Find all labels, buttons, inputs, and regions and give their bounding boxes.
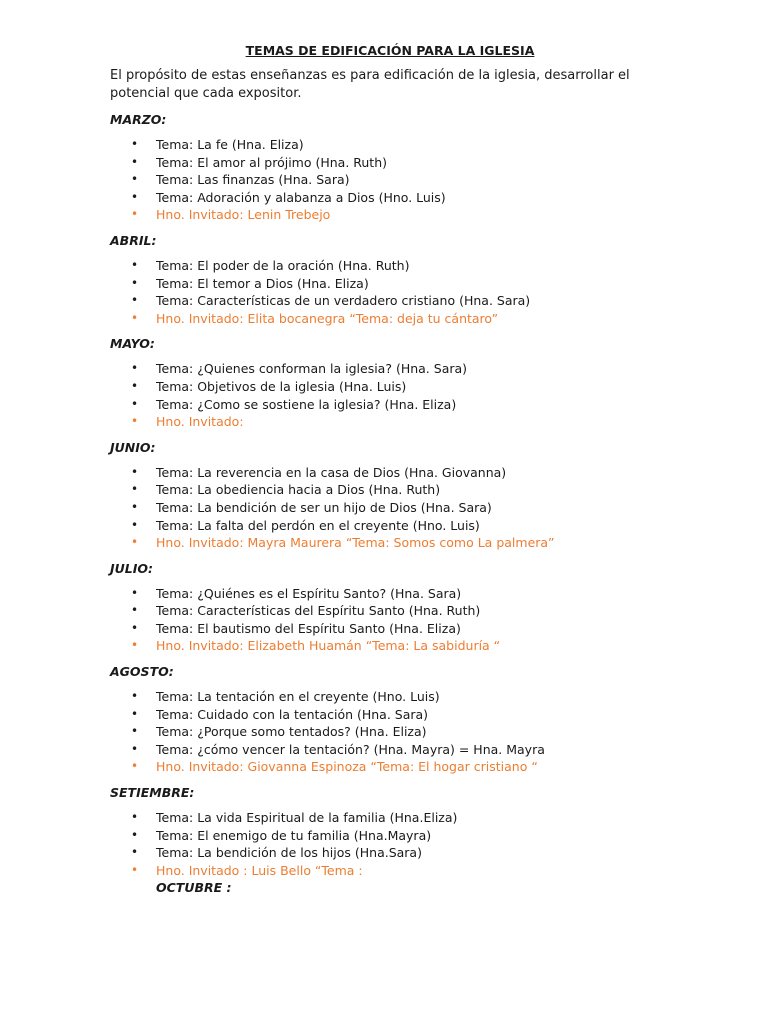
bullet-icon: • <box>131 603 139 618</box>
item-text: Hno. Invitado: Mayra Maurera “Tema: Somos como La palmera” <box>156 535 555 551</box>
topic-item <box>110 257 670 275</box>
item-text: Tema: Características del Espíritu Santo (Hna. Ruth) <box>156 603 481 619</box>
bullet-icon: • <box>131 741 139 756</box>
item-text: Tema: La tentación en el creyente (Hno. Luis) <box>156 689 440 705</box>
topic-item <box>110 602 670 620</box>
topic-item <box>110 517 670 535</box>
item-text: Hno. Invitado: Elita bocanegra “Tema: deja tu cántaro” <box>156 310 499 326</box>
item-text: Tema: Cuidado con la tentación (Hna. Sara) <box>156 706 429 722</box>
item-text: Hno. Invitado: <box>156 414 244 430</box>
month-heading-octubre: OCTUBRE : <box>156 880 232 896</box>
item-text: Tema: El poder de la oración (Hna. Ruth) <box>156 257 410 273</box>
topic-item <box>110 171 670 189</box>
guest-speaker-item <box>110 310 670 328</box>
bullet-icon: • <box>131 414 139 429</box>
bullet-icon: • <box>131 207 139 222</box>
topic-item <box>110 136 670 154</box>
topic-list <box>110 585 670 655</box>
topic-list <box>110 136 670 224</box>
item-text: Tema: Adoración y alabanza a Dios (Hno. Luis) <box>156 189 446 205</box>
bullet-icon: • <box>131 482 139 497</box>
topic-item <box>110 154 670 172</box>
topic-item <box>110 378 670 396</box>
topic-item <box>110 844 670 862</box>
item-text: Hno. Invitado: Elizabeth Huamán “Tema: La sabiduría “ <box>156 638 501 654</box>
topic-item <box>110 396 670 414</box>
item-text: Tema: ¿Porque somo tentados? (Hna. Eliza) <box>156 724 427 740</box>
month-heading: JUNIO: <box>110 439 156 455</box>
topic-list <box>110 360 670 430</box>
item-text: Tema: El amor al prójimo (Hna. Ruth) <box>156 154 388 170</box>
bullet-icon: • <box>131 275 139 290</box>
guest-speaker-item <box>110 206 670 224</box>
topic-list <box>110 464 670 552</box>
item-text: Tema: ¿Como se sostiene la iglesia? (Hna. Eliza) <box>156 396 457 412</box>
bullet-icon: • <box>131 862 139 877</box>
month-sections <box>110 112 670 879</box>
month-heading: MARZO: <box>110 112 167 127</box>
topic-item <box>110 189 670 207</box>
bullet-icon: • <box>131 293 139 308</box>
topic-item <box>110 827 670 845</box>
bullet-icon: • <box>131 535 139 550</box>
bullet-icon: • <box>131 706 139 721</box>
item-text: Tema: El temor a Dios (Hna. Eliza) <box>156 275 369 291</box>
bullet-icon: • <box>131 810 139 825</box>
item-text: Tema: ¿cómo vencer la tentación? (Hna. Mayra) = Hna. Mayra <box>156 741 545 757</box>
bullet-icon: • <box>131 257 139 272</box>
document-page <box>110 36 670 896</box>
item-text: Tema: ¿Quienes conforman la iglesia? (Hna. Sara) <box>156 361 468 377</box>
bullet-icon: • <box>131 689 139 704</box>
topic-list <box>110 809 670 879</box>
month-heading: JULIO: <box>110 560 154 576</box>
bullet-icon: • <box>131 154 139 169</box>
bullet-icon: • <box>131 585 139 600</box>
topic-item <box>110 723 670 741</box>
guest-speaker-item <box>110 534 670 552</box>
topic-item <box>110 360 670 378</box>
item-text: Tema: Objetivos de la iglesia (Hna. Luis) <box>156 378 407 394</box>
bullet-icon: • <box>131 137 139 151</box>
bullet-icon: • <box>131 378 139 393</box>
guest-speaker-item <box>110 862 670 880</box>
item-text: Hno. Invitado : Luis Bello “Tema : <box>156 862 363 878</box>
bullet-icon: • <box>131 464 139 479</box>
intro-paragraph: El propósito de estas enseñanzas es para edificación de la iglesia, desarrollar el potencial que cada expositor. <box>110 68 630 101</box>
item-text: Tema: La obediencia hacia a Dios (Hna. Ruth) <box>156 482 441 498</box>
month-heading: AGOSTO: <box>110 664 174 680</box>
guest-speaker-item <box>110 413 670 431</box>
bullet-icon: • <box>131 172 139 187</box>
item-text: Tema: Las finanzas (Hna. Sara) <box>156 172 350 188</box>
topic-item <box>110 275 670 293</box>
topic-item <box>110 499 670 517</box>
item-text: Tema: ¿Quiénes es el Espíritu Santo? (Hna. Sara) <box>156 585 462 601</box>
bullet-icon: • <box>131 724 139 739</box>
topic-item <box>110 292 670 310</box>
item-text: Tema: La reverencia en la casa de Dios (Hna. Giovanna) <box>156 464 507 480</box>
item-text: Hno. Invitado: Giovanna Espinoza “Tema: El hogar cristiano “ <box>156 759 538 775</box>
topic-item <box>110 809 670 827</box>
bullet-icon: • <box>131 827 139 842</box>
item-text: Tema: Características de un verdadero cristiano (Hna. Sara) <box>156 293 531 309</box>
month-heading: ABRIL: <box>110 232 157 248</box>
topic-item <box>110 464 670 482</box>
bullet-icon: • <box>131 759 139 774</box>
document-title: TEMAS DE EDIFICACIÓN PARA LA IGLESIA <box>245 43 535 58</box>
topic-item <box>110 585 670 603</box>
item-text: Tema: La bendición de los hijos (Hna.Sara) <box>156 845 422 861</box>
topic-item <box>110 481 670 499</box>
topic-item <box>110 706 670 724</box>
bullet-icon: • <box>131 845 139 860</box>
bullet-icon: • <box>131 517 139 532</box>
bullet-icon: • <box>131 396 139 411</box>
topic-item <box>110 620 670 638</box>
item-text: Tema: La falta del perdón en el creyente (Hno. Luis) <box>156 517 480 533</box>
item-text: Tema: El bautismo del Espíritu Santo (Hna. Eliza) <box>156 620 461 636</box>
bullet-icon: • <box>131 310 139 325</box>
month-heading: MAYO: <box>110 336 155 352</box>
topic-item <box>110 741 670 759</box>
item-text: Tema: La bendición de ser un hijo de Dios (Hna. Sara) <box>156 499 492 515</box>
item-text: Tema: La vida Espiritual de la familia (Hna.Eliza) <box>156 810 458 826</box>
month-heading: SETIEMBRE: <box>110 785 195 801</box>
guest-speaker-item <box>110 758 670 776</box>
bullet-icon: • <box>131 499 139 514</box>
item-text: Tema: El enemigo de tu familia (Hna.Mayra) <box>156 827 432 843</box>
topic-list <box>110 688 670 776</box>
item-text: Hno. Invitado: Lenin Trebejo <box>156 207 331 223</box>
topic-list <box>110 257 670 327</box>
bullet-icon: • <box>131 361 139 376</box>
topic-item <box>110 688 670 706</box>
guest-speaker-item <box>110 637 670 655</box>
bullet-icon: • <box>131 638 139 653</box>
bullet-icon: • <box>131 620 139 635</box>
item-text: Tema: La fe (Hna. Eliza) <box>156 137 304 152</box>
bullet-icon: • <box>131 189 139 204</box>
